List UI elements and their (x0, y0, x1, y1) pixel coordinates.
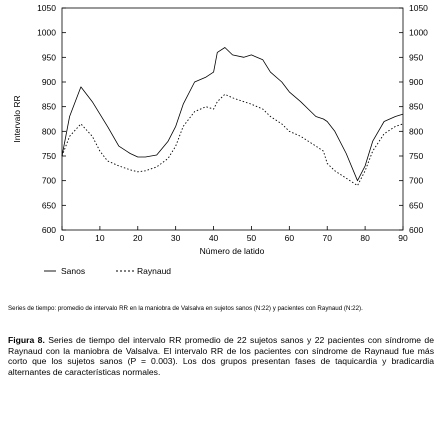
x-tick-label: 40 (208, 233, 219, 243)
axis-ticks (37, 3, 428, 243)
y-tick-label-right: 1000 (409, 27, 428, 38)
legend-label-sanos: Sanos (61, 266, 86, 276)
y-tick-label-left: 1000 (37, 27, 56, 38)
plot-frame (62, 8, 403, 230)
x-axis-label: Número de latido (199, 246, 265, 256)
series-line-sanos (62, 48, 403, 181)
y-tick-label-right: 850 (409, 101, 424, 112)
y-tick-label-right: 1050 (409, 3, 428, 13)
y-tick-label-left: 900 (41, 77, 56, 87)
y-tick-label-right: 700 (409, 175, 424, 186)
y-tick-label-left: 600 (41, 225, 56, 235)
x-tick-label: 20 (133, 233, 143, 243)
y-tick-label-left: 1050 (37, 3, 56, 13)
x-tick-label: 0 (59, 233, 65, 243)
figure-text: Series de tiempo del intervalo RR promedio de 22 sujetos sanos y 22 pacientes con síndrome de Raynaud con la maniobra de Valsalva. El intervalo RR de los pacientes con síndrome de Raynaud fue más corto que los sujetos sanos (P = 0.003). Los dos grupos presentan fases de taquicardia y bradicardia alternantes de características normales. (8, 335, 434, 377)
y-tick-label-right: 950 (409, 52, 424, 63)
y-tick-label-right: 900 (409, 77, 424, 87)
series-layer (62, 48, 403, 186)
y-tick-label-left: 700 (41, 175, 56, 186)
series-line-raynaud (62, 94, 403, 185)
y-tick-label-right: 750 (409, 151, 424, 161)
x-tick-label: 30 (170, 233, 181, 243)
caption-small: Series de tiempo: promedio de intervalo RR en la maniobra de Valsalva en sujetos sanos (N:22) y pacientes con Raynaud (N:22). (8, 305, 363, 312)
figure-caption (8, 335, 434, 377)
x-tick-label: 70 (322, 233, 332, 243)
x-tick-label: 50 (246, 233, 257, 243)
y-tick-label-left: 650 (41, 200, 56, 211)
x-tick-label: 60 (284, 233, 295, 243)
y-tick-label-right: 800 (409, 126, 424, 137)
legend (44, 266, 171, 276)
y-tick-label-right: 650 (409, 200, 424, 211)
y-tick-label-left: 850 (41, 101, 56, 112)
legend-label-raynaud: Raynaud (137, 266, 172, 276)
y-tick-label-left: 800 (41, 126, 56, 137)
y-axis-label: Intervalo RR (12, 95, 22, 143)
x-tick-label: 80 (360, 233, 370, 243)
x-tick-label: 90 (398, 233, 408, 243)
y-tick-label-left: 750 (41, 151, 56, 161)
x-tick-label: 10 (95, 233, 105, 243)
figure-label: Figura 8. (8, 335, 45, 345)
y-tick-label-left: 950 (41, 52, 56, 63)
y-tick-label-right: 600 (409, 225, 424, 235)
